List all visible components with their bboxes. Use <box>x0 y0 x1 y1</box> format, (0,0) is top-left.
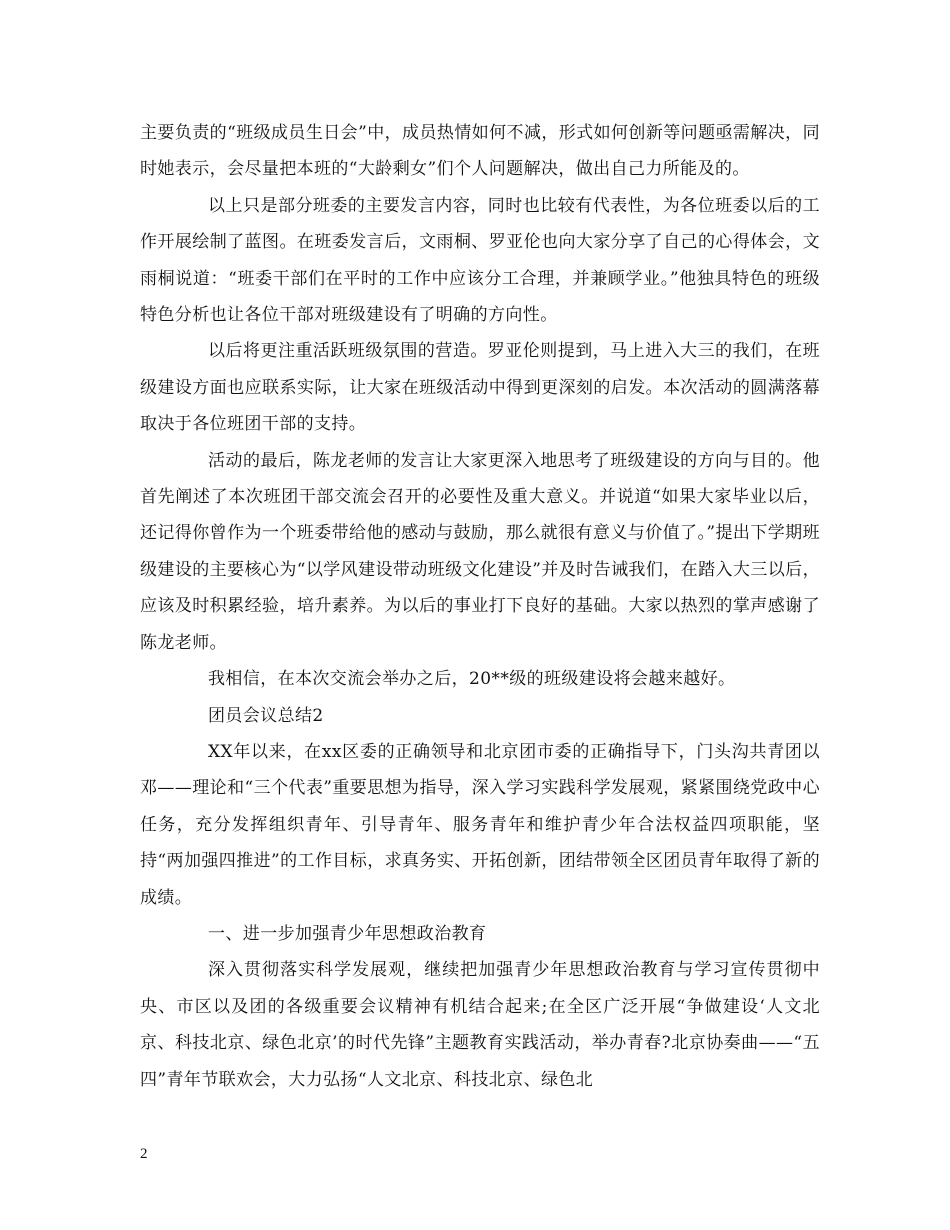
paragraph-7: XX年以来，在xx区委的正确领导和北京团市委的正确指导下，门头沟共青团以邓——理论和“三个代表”重要思想为指导，深入学习实践科学发展观，紧紧围绕党政中心任务，充分发挥组织青年、引导青年、服务青年和维护青少年合法权益四项职能，坚持“两加强四推进”的工作目标，求真务实、开拓创新，团结带领全区团员青年取得了新的成绩。 <box>140 741 820 908</box>
paragraph-4: 活动的最后，陈龙老师的发言让大家更深入地思考了班级建设的方向与目的。他首先阐述了本次班团干部交流会召开的必要性及重大意义。并说道“如果大家毕业以后，还记得你曾作为一个班委带给他的感动与鼓励，那么就很有意义与价值了。”提出下学期班级建设的主要核心为“以学风建设带动班级文化建设”并及时告诫我们，在踏入大三以后，应该及时积累经验，培升素养。为以后的事业打下良好的基础。大家以热烈的掌声感谢了陈龙老师。 <box>140 450 820 653</box>
paragraph-2: 以上只是部分班委的主要发言内容，同时也比较有代表性，为各位班委以后的工作开展绘制了蓝图。在班委发言后，文雨桐、罗亚伦也向大家分享了自己的心得体会，文雨桐说道：“班委干部们在平时的工作中应该分工合理，并兼顾学业。”他独具特色的班级特色分析也让各位干部对班级建设有了明确的方向性。 <box>140 195 820 326</box>
paragraph-9: 深入贯彻落实科学发展观，继续把加强青少年思想政治教育与学习宣传贯彻中央、市区以及团的各级重要会议精神有机结合起来;在全区广泛开展“争做建设‘人文北京、科技北京、绿色北京’的时代先锋”主题教育实践活动，举办青春?北京协奏曲——“五四”青年节联欢会，大力弘扬“人文北京、科技北京、绿色北 <box>140 960 820 1090</box>
page-number: 2 <box>140 1146 148 1162</box>
document-body <box>140 115 820 1098</box>
section-heading-summary-2: 团员会议总结2 <box>208 705 324 726</box>
paragraph-3: 以后将更注重活跃班级氛围的营造。罗亚伦则提到，马上进入大三的我们，在班级建设方面也应联系实际，让大家在班级活动中得到更深刻的启发。本次活动的圆满落幕取决于各位班团干部的支持。 <box>140 341 820 435</box>
paragraph-5: 我相信，在本次交流会举办之后，20**级的班级建设将会越来越好。 <box>208 669 736 690</box>
paragraph-1: 主要负责的“班级成员生日会”中，成员热情如何不减，形式如何创新等问题亟需解决，同时她表示，会尽量把本班的“大龄剩女”们个人问题解决，做出自己力所能及的。 <box>140 123 820 180</box>
section-heading-1: 一、进一步加强青少年思想政治教育 <box>208 923 487 944</box>
